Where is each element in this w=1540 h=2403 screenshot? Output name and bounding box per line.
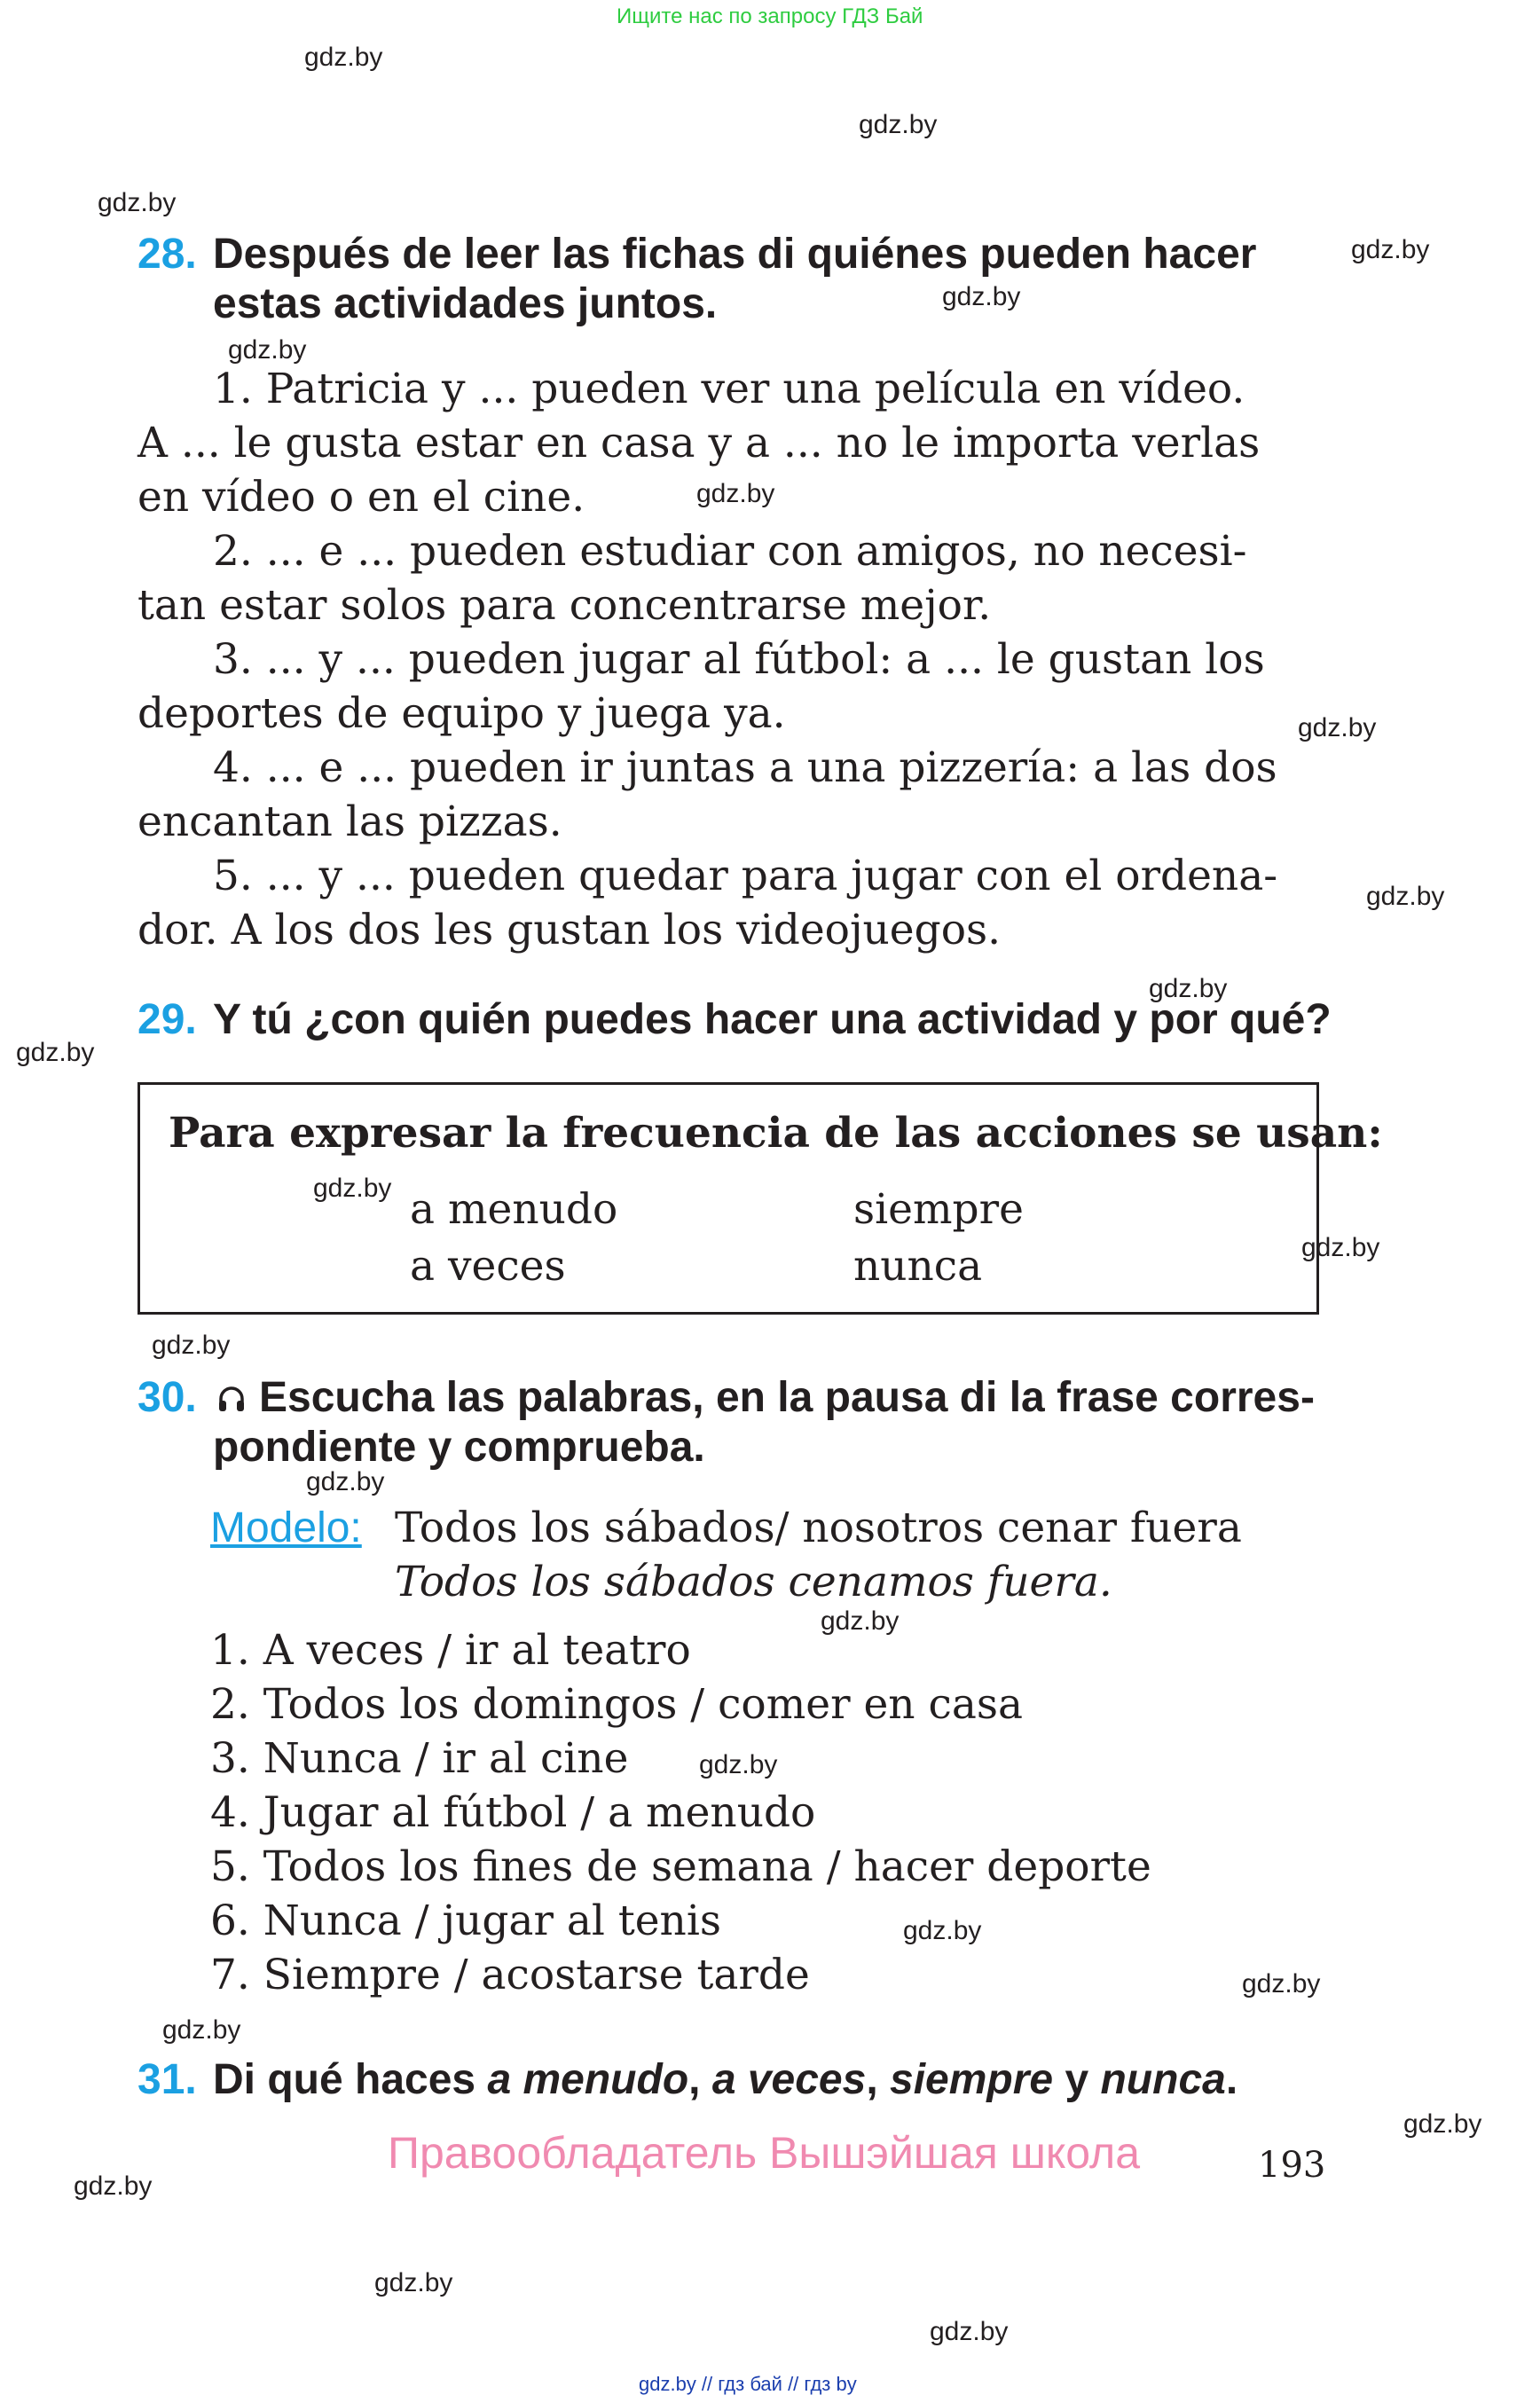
exercise-28-line: tan estar solos para concentrarse mejor. — [138, 581, 992, 630]
watermark: gdz.by — [1298, 713, 1377, 742]
watermark: gdz.by — [306, 1467, 385, 1496]
ex31-part: , — [866, 2056, 890, 2103]
frequency-word: a veces — [410, 1242, 566, 1291]
exercise-number: 31. — [138, 2056, 197, 2103]
exercise-28-line: 2. ... e ... pueden estudiar con amigos, no necesi- — [213, 527, 1247, 576]
exercise-30-item: 5. Todos los fines de semana / hacer deporte — [210, 1842, 1151, 1891]
frequency-word: a menudo — [410, 1185, 618, 1234]
model-answer-text: Todos los sábados cenamos fuera — [395, 1558, 1099, 1606]
ex31-emphasis: a veces — [711, 2056, 867, 2103]
exercise-28-line: 4. ... e ... pueden ir juntas a una pizzería: a las dos — [213, 743, 1277, 792]
watermark: gdz.by — [930, 2317, 1009, 2346]
watermark: gdz.by — [859, 110, 938, 139]
exercise-30-item: 3. Nunca / ir al cine — [210, 1734, 629, 1783]
exercise-28-line: encantan las pizzas. — [138, 797, 562, 846]
watermark: gdz.by — [1403, 2109, 1482, 2139]
watermark: gdz.by — [16, 1038, 95, 1067]
exercise-28-title — [138, 230, 197, 279]
model-text: Todos los sábados/ nosotros cenar fuera — [395, 1504, 1242, 1552]
ex31-emphasis: nunca — [1100, 2056, 1226, 2103]
watermark: gdz.by — [1366, 882, 1445, 911]
exercise-number: 29. — [138, 996, 197, 1043]
watermark: gdz.by — [1351, 235, 1430, 264]
headphones-icon — [216, 1384, 247, 1414]
exercise-28-title-line-2: estas actividades juntos. — [213, 280, 718, 327]
ex31-emphasis: a menudo — [487, 2056, 689, 2103]
watermark: gdz.by — [699, 1750, 778, 1779]
watermark: gdz.by — [152, 1331, 231, 1360]
watermark: gdz.by — [228, 335, 307, 365]
exercise-28-line: 3. ... y ... pueden jugar al fútbol: a ... le gustan los — [213, 635, 1265, 684]
footer-links[interactable]: gdz.by // гдз бай // гдз by — [639, 2373, 857, 2395]
ex31-part: . — [1225, 2056, 1238, 2103]
watermark: gdz.by — [313, 1174, 392, 1203]
exercise-28-line: en vídeo o en el cine. — [138, 473, 585, 522]
ex31-part: , — [688, 2056, 712, 2103]
exercise-30-title-line-1: Escucha las palabras, en la pausa di la frase corres- — [259, 1374, 1315, 1421]
exercise-31-title — [138, 2055, 197, 2105]
ex31-part: y — [1053, 2056, 1101, 2103]
watermark: gdz.by — [98, 188, 177, 217]
watermark: gdz.by — [903, 1916, 982, 1945]
watermark: gdz.by — [1242, 1969, 1321, 1999]
ex31-emphasis: siempre — [890, 2056, 1054, 2103]
exercise-number: 28. — [138, 231, 197, 278]
exercise-28-line: dor. A los dos les gustan los videojuegos. — [138, 906, 1002, 954]
exercise-30-item: 6. Nunca / jugar al tenis — [210, 1896, 721, 1945]
page-number: 193 — [1258, 2145, 1326, 2186]
exercise-28-line: 5. ... y ... pueden quedar para jugar con el ordena- — [213, 852, 1278, 900]
exercise-29-text: Y tú ¿con quién puedes hacer una actividad y por qué? — [213, 996, 1332, 1043]
exercise-30-title — [138, 1373, 197, 1423]
watermark: gdz.by — [74, 2171, 153, 2201]
ex31-part: Di qué haces — [213, 2056, 488, 2103]
exercise-29-title — [138, 995, 197, 1045]
watermark: gdz.by — [696, 479, 775, 508]
watermark: gdz.by — [162, 2015, 241, 2045]
top-banner[interactable]: Ищите нас по запросу ГДЗ Бай — [617, 4, 923, 28]
frequency-word: nunca — [853, 1242, 983, 1291]
watermark: gdz.by — [821, 1606, 900, 1636]
frequency-box-title: Para expresar la frecuencia de las acciones se usan: — [169, 1109, 1383, 1158]
exercise-30-item: 7. Siempre / acostarse tarde — [210, 1951, 810, 1999]
watermark: gdz.by — [304, 43, 383, 72]
model-label[interactable]: Modelo: — [210, 1504, 362, 1551]
copyright-notice: Правообладатель Вышэйшая школа — [388, 2128, 1140, 2178]
exercise-28-line: 1. Patricia y ... pueden ver una película en vídeo. — [213, 365, 1245, 413]
watermark: gdz.by — [942, 282, 1021, 311]
exercise-31-text — [213, 2055, 1238, 2105]
model-answer: Todos los sábados cenamos fuera. — [395, 1558, 1112, 1606]
exercise-30-item: 2. Todos los domingos / comer en casa — [210, 1680, 1023, 1729]
watermark: gdz.by — [374, 2268, 453, 2297]
exercise-30-title-line-2: pondiente y comprueba. — [213, 1424, 705, 1471]
exercise-30-item: 4. Jugar al fútbol / a menudo — [210, 1788, 816, 1837]
exercise-28-line: deportes de equipo y juega ya. — [138, 689, 786, 738]
exercise-number: 30. — [138, 1374, 197, 1421]
watermark: gdz.by — [1301, 1233, 1380, 1262]
exercise-30-item: 1. A veces / ir al teatro — [210, 1626, 691, 1675]
exercise-28-line: A ... le gusta estar en casa y a ... no le importa verlas — [138, 419, 1261, 467]
watermark: gdz.by — [1149, 974, 1228, 1003]
exercise-28-title-line-1: Después de leer las fichas di quiénes pueden hacer — [213, 231, 1257, 278]
frequency-word: siempre — [853, 1185, 1024, 1234]
